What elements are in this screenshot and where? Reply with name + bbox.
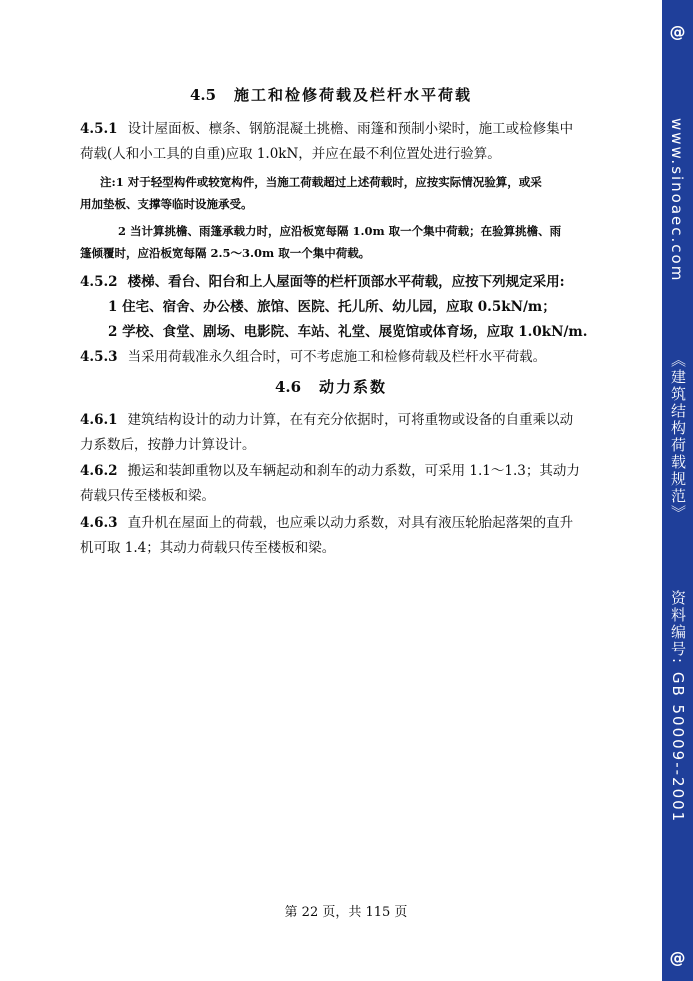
clause-text: 直升机在屋面上的荷载，也应乘以动力系数，对具有液压轮胎起落架的直升 xyxy=(127,515,574,531)
clause-text: 搬运和装卸重物以及车辆起动和刹车的动力系数，可采用 1.1～1.3；其动力 xyxy=(127,463,580,479)
clause-4-6-1-line2: 力系数后，按静力计算设计。 xyxy=(80,437,256,453)
clause-4-6-3-line1 xyxy=(80,511,620,536)
clause-4-5-1-line1 xyxy=(80,117,620,142)
at-symbol-bottom: @ xyxy=(669,948,686,967)
document-code: 资料编号: GB 50009--2001 xyxy=(669,590,687,824)
section-title: 施工和检修荷载及栏杆水平荷载 xyxy=(234,86,473,104)
clause-number: 4.6.2 xyxy=(80,463,118,479)
clause-4-6-2-line1 xyxy=(80,459,620,484)
clause-number: 4.5.2 xyxy=(80,274,118,290)
clause-4-6-1-line1 xyxy=(80,408,620,433)
section-heading-4-5 xyxy=(0,84,662,105)
site-url-link[interactable]: www.sinoaec.com xyxy=(668,118,686,283)
section-heading-4-6 xyxy=(0,376,662,397)
clause-text: 设计屋面板、檩条、钢筋混凝土挑檐、雨篷和预制小梁时，施工或检修集中 xyxy=(127,121,574,137)
page-footer: 第 22 页，共 115 页 xyxy=(284,905,408,920)
note-2-line2: 篷倾覆时，应沿板宽每隔 2.5～3.0m 取一个集中荷载。 xyxy=(80,246,371,260)
note-1-line2: 用加垫板、支撑等临时设施承受。 xyxy=(80,197,253,211)
clause-number: 4.6.3 xyxy=(80,515,118,531)
clause-text: 当采用荷载准永久组合时，可不考虑施工和检修荷载及栏杆水平荷载。 xyxy=(127,349,547,365)
section-title: 动力系数 xyxy=(319,378,388,396)
book-title: 《建筑结构荷载规范》 xyxy=(669,352,687,522)
clause-number: 4.5.1 xyxy=(80,121,118,137)
section-number: 4.5 xyxy=(189,86,217,104)
clause-4-5-2-sub2: 2 学校、食堂、剧场、电影院、车站、礼堂、展览馆或体育场，应取 1.0kN/m. xyxy=(108,324,588,340)
clause-text: 建筑结构设计的动力计算，在有充分依据时，可将重物或设备的自重乘以动 xyxy=(127,412,574,428)
clause-4-5-2-line1 xyxy=(80,270,620,295)
clause-4-6-3-line2: 机可取 1.4；其动力荷载只传至楼板和梁。 xyxy=(80,540,336,556)
at-symbol-top: @ xyxy=(669,22,686,41)
side-banner xyxy=(662,0,693,981)
clause-4-5-3 xyxy=(80,345,620,370)
note-2-line1: 2 当计算挑檐、雨篷承载力时，应沿板宽每隔 1.0m 取一个集中荷载；在验算挑檐、雨 xyxy=(118,224,562,238)
clause-4-6-2-line2: 荷载只传至楼板和梁。 xyxy=(80,488,215,504)
note-1-line1: 注:1 对于轻型构件或较宽构件，当施工荷载超过上述荷载时，应按实际情况验算，或采 xyxy=(100,175,542,189)
clause-number: 4.5.3 xyxy=(80,349,118,365)
clause-number: 4.6.1 xyxy=(80,412,118,428)
clause-4-5-1-line2: 荷载(人和小工具的自重)应取 1.0kN，并应在最不利位置处进行验算。 xyxy=(80,146,501,162)
section-number: 4.6 xyxy=(274,378,302,396)
clause-text: 楼梯、看台、阳台和上人屋面等的栏杆顶部水平荷载，应按下列规定采用: xyxy=(127,274,565,290)
clause-4-5-2-sub1: 1 住宅、宿舍、办公楼、旅馆、医院、托儿所、幼儿园，应取 0.5kN/m； xyxy=(108,299,556,315)
